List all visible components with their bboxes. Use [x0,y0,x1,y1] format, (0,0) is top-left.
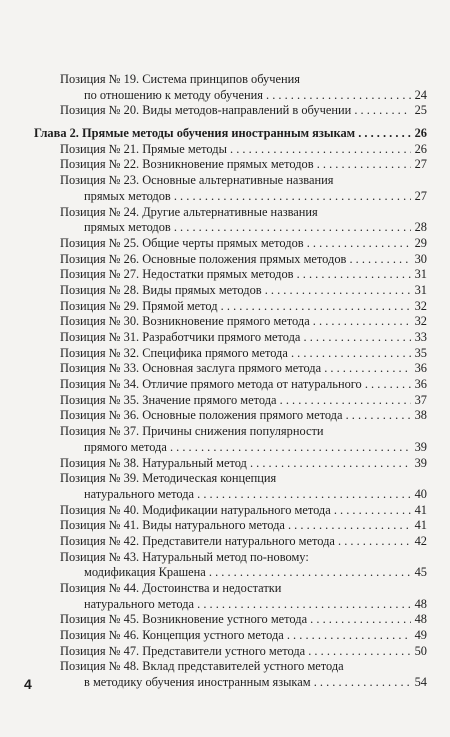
toc-entry-page: 39 [411,456,427,472]
toc-entry-title: прямых методов . . . [84,189,422,205]
toc-entry-title: Позиция № 20. Виды методов-направлений в обучении . . . [60,103,422,119]
toc-entry [0,456,450,472]
toc-entry [0,503,450,519]
toc-entry-page: 28 [411,220,427,236]
toc-entry [0,534,450,550]
toc-entry-title: Позиция № 22. Возникновение прямых методов . . . [60,157,422,173]
toc-entry-title: натурального метода . . . [84,487,422,503]
toc-entry [0,330,450,346]
toc-entry [0,581,450,597]
toc-entry-page: 35 [411,346,427,362]
toc-entry [0,612,450,628]
toc-entry [0,103,450,119]
toc-entry-title: Позиция № 30. Возникновение прямого метода . . . [60,314,422,330]
toc-entry-title: Позиция № 46. Концепция устного метода . . . [60,628,422,644]
toc-entry-title: Позиция № 37. Причины снижения популярности [60,424,324,439]
toc-entry [0,440,450,456]
toc-entry [0,644,450,660]
toc-entry-title: натурального метода . . . [84,597,422,613]
toc-entry [0,189,450,205]
toc-entry-title: Позиция № 21. Прямые методы . . . [60,142,422,158]
toc-entry-title: Позиция № 41. Виды натурального метода . . . [60,518,422,534]
toc-entry [0,377,450,393]
toc-entry-title: Позиция № 26. Основные положения прямых методов . . . [60,252,422,268]
toc-entry [0,299,450,315]
toc-entry-page: 27 [411,157,427,173]
toc-entry [0,173,450,189]
toc-entry-title: Позиция № 43. Натуральный метод по-новому: [60,549,309,564]
toc-entry [0,597,450,613]
toc-entry-page: 41 [411,503,427,519]
toc-entry-title: Позиция № 34. Отличие прямого метода от натурального . . . [60,377,422,393]
toc-entry-page: 54 [411,675,427,691]
toc-entry-page: 48 [411,597,427,613]
table-of-contents [0,72,450,691]
toc-entry-page: 25 [411,103,427,119]
toc-entry [0,408,450,424]
page-number: 4 [24,676,32,692]
toc-entry-page: 31 [411,267,427,283]
toc-entry-page: 27 [411,189,427,205]
toc-entry-title: Позиция № 32. Специфика прямого метода . . . [60,346,422,362]
toc-entry-title: Позиция № 31. Разработчики прямого метода . . . [60,330,422,346]
toc-entry-page: 31 [411,283,427,299]
toc-entry-title: Позиция № 44. Достоинства и недостатки [60,581,282,595]
toc-entry-page: 32 [411,314,427,330]
toc-entry [0,72,450,88]
toc-entry-title: Позиция № 28. Виды прямых методов . . . [60,283,422,299]
toc-entry [0,471,450,487]
toc-entry-title: Позиция № 33. Основная заслуга прямого метода . . . [60,361,422,377]
toc-entry-title: Позиция № 24. Другие альтернативные названия [60,204,318,219]
toc-entry-page: 45 [411,565,427,581]
toc-entry-page: 50 [411,644,427,660]
toc-entry-page: 41 [411,518,427,534]
toc-entry [0,205,450,221]
toc-entry [0,220,450,236]
toc-entry-title: прямого метода . . . [84,440,422,456]
toc-entry-page: 40 [411,487,427,503]
toc-entry [0,393,450,409]
toc-entry-page: 30 [411,252,427,268]
toc-entry [0,314,450,330]
toc-entry [0,267,450,283]
toc-entry-title: Глава 2. Прямые методы обучения иностранным языкам . . . [34,126,422,142]
toc-entry-title: Позиция № 40. Модификации натурального метода . . . [60,503,422,519]
toc-entry-title: Позиция № 39. Методическая концепция [60,471,277,486]
toc-entry-title: модификация Крашена . . . [84,565,422,581]
toc-entry-page: 24 [411,88,427,104]
toc-entry [0,252,450,268]
toc-entry-title: Позиция № 27. Недостатки прямых методов . . . [60,267,422,283]
toc-entry [0,361,450,377]
toc-entry [0,424,450,440]
toc-entry-title: Позиция № 47. Представители устного метода . . . [60,644,422,660]
toc-entry [0,487,450,503]
toc-entry [0,550,450,566]
toc-chapter-heading [0,126,450,142]
toc-entry-title: Позиция № 25. Общие черты прямых методов . . . [60,236,422,252]
toc-entry-page: 38 [411,408,427,424]
toc-entry [0,565,450,581]
section-gap [0,119,450,126]
toc-entry-title: Позиция № 48. Вклад представителей устного метода [60,659,344,674]
toc-entry-page: 32 [411,299,427,315]
toc-entry-title: прямых методов . . . [84,220,422,236]
toc-entry-page: 48 [411,612,427,628]
toc-entry-title: Позиция № 42. Представители натурального метода . . . [60,534,422,550]
toc-entry-page: 36 [411,377,427,393]
toc-entry-title: по отношению к методу обучения . . . [84,88,422,104]
toc-entry-title: Позиция № 45. Возникновение устного метода . . . [60,612,422,628]
toc-entry [0,659,450,675]
toc-entry [0,142,450,158]
toc-entry [0,346,450,362]
toc-entry-title: Позиция № 19. Система принципов обучения [60,72,300,86]
toc-entry-page: 37 [411,393,427,409]
toc-entry [0,675,450,691]
toc-entry-page: 26 [411,126,427,142]
toc-entry-title: в методику обучения иностранным языкам . . . [84,675,422,691]
toc-entry-page: 36 [411,361,427,377]
toc-entry-page: 49 [411,628,427,644]
toc-entry-page: 29 [411,236,427,252]
toc-entry [0,157,450,173]
toc-entry [0,283,450,299]
toc-entry-title: Позиция № 35. Значение прямого метода . . . [60,393,422,409]
toc-entry [0,88,450,104]
toc-entry-page: 33 [411,330,427,346]
toc-entry [0,628,450,644]
toc-entry [0,518,450,534]
toc-entry [0,236,450,252]
toc-entry-title: Позиция № 38. Натуральный метод . . . [60,456,422,472]
toc-entry-title: Позиция № 36. Основные положения прямого метода . . . [60,408,422,424]
toc-entry-page: 42 [411,534,427,550]
toc-entry-title: Позиция № 23. Основные альтернативные названия [60,173,334,188]
toc-entry-title: Позиция № 29. Прямой метод . . . [60,299,422,315]
toc-entry-page: 26 [411,142,427,158]
toc-entry-page: 39 [411,440,427,456]
